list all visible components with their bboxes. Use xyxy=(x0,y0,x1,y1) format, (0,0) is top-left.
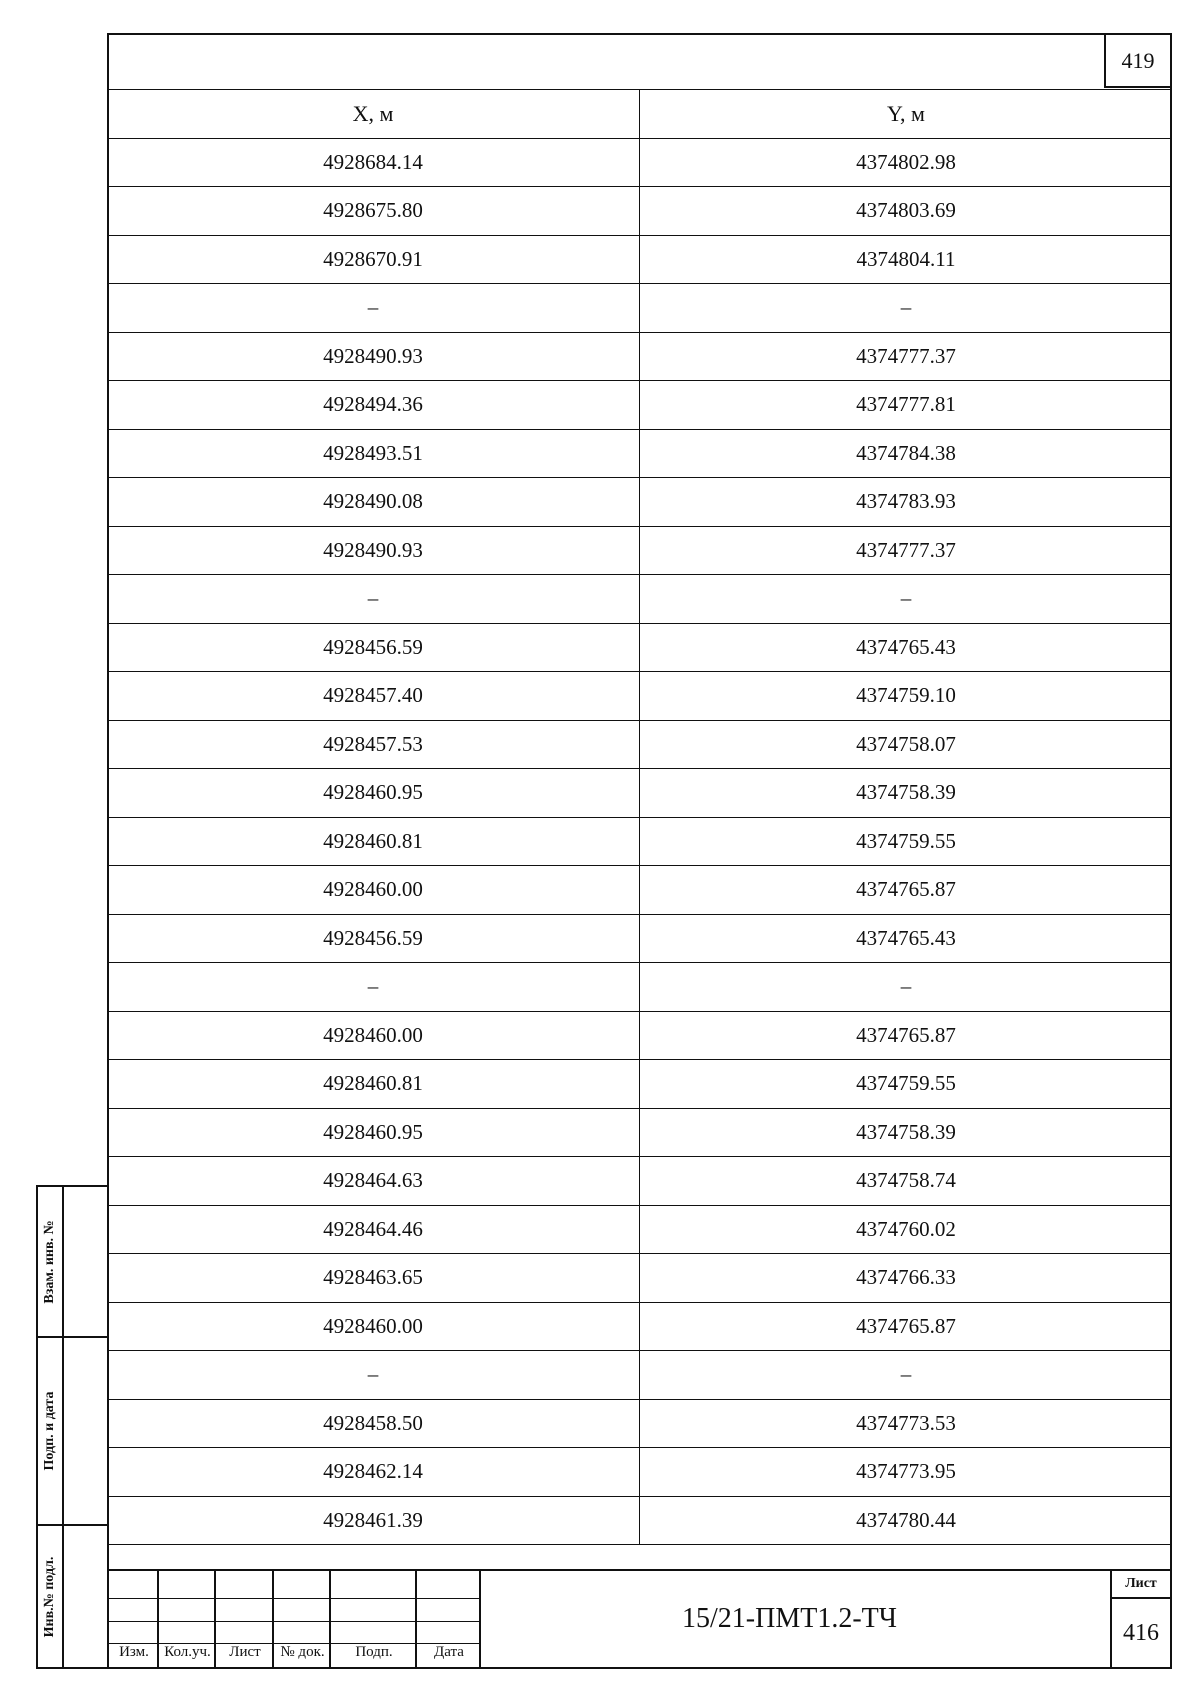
cell-y: 4374765.87 xyxy=(640,1302,1173,1351)
table-row xyxy=(107,381,1172,430)
sheet-label: Лист xyxy=(1112,1571,1170,1599)
revision-grid xyxy=(109,1571,481,1667)
cell-x: 4928463.65 xyxy=(107,1254,640,1303)
stamp-cell-inv xyxy=(38,1526,109,1667)
cell-y: 4374784.38 xyxy=(640,429,1173,478)
cell-x: 4928490.93 xyxy=(107,526,640,575)
col-header-doc-num: № док. xyxy=(280,1644,325,1660)
table-row xyxy=(107,1108,1172,1157)
cell-x: 4928493.51 xyxy=(107,429,640,478)
cell-x: 4928461.39 xyxy=(107,1496,640,1545)
cell-y: 4374765.43 xyxy=(640,914,1173,963)
sheet-box xyxy=(1110,1571,1170,1667)
col-list xyxy=(216,1571,274,1667)
table-row xyxy=(107,963,1172,1012)
table-row xyxy=(107,769,1172,818)
table-row xyxy=(107,1205,1172,1254)
cell-y: 4374804.11 xyxy=(640,235,1173,284)
col-podp xyxy=(331,1571,417,1667)
cell-y: 4374777.81 xyxy=(640,381,1173,430)
cell-x: 4928460.81 xyxy=(107,1060,640,1109)
cell-x: 4928457.40 xyxy=(107,672,640,721)
cell-x: – xyxy=(107,575,640,624)
cell-x: 4928460.00 xyxy=(107,866,640,915)
table-row xyxy=(107,575,1172,624)
stamp-cell-vzam xyxy=(38,1187,109,1338)
col-kol-uch xyxy=(159,1571,216,1667)
cell-y: 4374803.69 xyxy=(640,187,1173,236)
side-stamp xyxy=(36,1185,107,1669)
col-izm xyxy=(109,1571,159,1667)
cell-x: 4928490.93 xyxy=(107,332,640,381)
drawing-frame xyxy=(107,33,1172,1669)
cell-y: 4374765.87 xyxy=(640,1011,1173,1060)
cell-x: 4928458.50 xyxy=(107,1399,640,1448)
cell-y: 4374765.87 xyxy=(640,866,1173,915)
cell-y: 4374802.98 xyxy=(640,138,1173,187)
table-row xyxy=(107,914,1172,963)
table-row xyxy=(107,284,1172,333)
cell-x: 4928684.14 xyxy=(107,138,640,187)
table-row xyxy=(107,1254,1172,1303)
col-doc-num xyxy=(274,1571,331,1667)
col-header-kol-uch: Кол.уч. xyxy=(164,1644,211,1660)
cell-x: 4928462.14 xyxy=(107,1448,640,1497)
cell-y: 4374765.43 xyxy=(640,623,1173,672)
table-body xyxy=(107,138,1172,1545)
column-header-y: Y, м xyxy=(640,90,1173,139)
table-row xyxy=(107,138,1172,187)
table-row xyxy=(107,720,1172,769)
cell-x: 4928675.80 xyxy=(107,187,640,236)
table-row xyxy=(107,1448,1172,1497)
column-header-x: X, м xyxy=(107,90,640,139)
table-row xyxy=(107,332,1172,381)
coordinates-table xyxy=(107,89,1172,1545)
table-row xyxy=(107,1060,1172,1109)
cell-x: 4928464.46 xyxy=(107,1205,640,1254)
cell-x: 4928464.63 xyxy=(107,1157,640,1206)
document-code: 15/21-ПМТ1.2-ТЧ xyxy=(682,1603,897,1634)
cell-x: – xyxy=(107,963,640,1012)
table-row xyxy=(107,817,1172,866)
stamp-label-box xyxy=(38,1338,64,1524)
table-row xyxy=(107,478,1172,527)
cell-x: 4928494.36 xyxy=(107,381,640,430)
cell-x: 4928457.53 xyxy=(107,720,640,769)
cell-y: 4374758.74 xyxy=(640,1157,1173,1206)
stamp-label-podp: Подп. и дата xyxy=(42,1391,57,1471)
table-row xyxy=(107,1399,1172,1448)
cell-x: 4928490.08 xyxy=(107,478,640,527)
cell-y: 4374777.37 xyxy=(640,526,1173,575)
stamp-label-box xyxy=(38,1187,64,1336)
table-row xyxy=(107,1351,1172,1400)
col-header-data: Дата xyxy=(434,1644,464,1660)
table-header-row xyxy=(107,90,1172,139)
table-row xyxy=(107,429,1172,478)
col-header-izm: Изм. xyxy=(119,1644,149,1660)
table-row xyxy=(107,672,1172,721)
cell-y: – xyxy=(640,575,1173,624)
table-row xyxy=(107,1496,1172,1545)
cell-y: 4374773.53 xyxy=(640,1399,1173,1448)
title-block xyxy=(109,1569,1170,1667)
cell-y: 4374766.33 xyxy=(640,1254,1173,1303)
page-number: 419 xyxy=(1104,33,1172,88)
sheet-number: 416 xyxy=(1123,1619,1159,1646)
cell-x: 4928460.00 xyxy=(107,1011,640,1060)
cell-x: 4928670.91 xyxy=(107,235,640,284)
cell-y: – xyxy=(640,963,1173,1012)
cell-x: 4928456.59 xyxy=(107,623,640,672)
table-row xyxy=(107,526,1172,575)
col-header-podp: Подп. xyxy=(355,1644,393,1660)
table-row xyxy=(107,1011,1172,1060)
table-row xyxy=(107,235,1172,284)
cell-y: 4374759.55 xyxy=(640,817,1173,866)
cell-y: – xyxy=(640,1351,1173,1400)
table-row xyxy=(107,1302,1172,1351)
cell-y: 4374758.07 xyxy=(640,720,1173,769)
cell-y: 4374783.93 xyxy=(640,478,1173,527)
cell-y: 4374758.39 xyxy=(640,1108,1173,1157)
cell-x: 4928460.00 xyxy=(107,1302,640,1351)
cell-y: 4374760.02 xyxy=(640,1205,1173,1254)
cell-y: – xyxy=(640,284,1173,333)
col-header-list: Лист xyxy=(229,1644,261,1660)
table-row xyxy=(107,623,1172,672)
cell-x: – xyxy=(107,1351,640,1400)
stamp-label-vzam: Взам. инв. № xyxy=(42,1219,57,1304)
table-row xyxy=(107,866,1172,915)
cell-y: 4374759.10 xyxy=(640,672,1173,721)
cell-y: 4374758.39 xyxy=(640,769,1173,818)
cell-x: – xyxy=(107,284,640,333)
cell-x: 4928460.95 xyxy=(107,769,640,818)
cell-y: 4374759.55 xyxy=(640,1060,1173,1109)
cell-y: 4374773.95 xyxy=(640,1448,1173,1497)
cell-x: 4928460.95 xyxy=(107,1108,640,1157)
stamp-cell-podp xyxy=(38,1338,109,1526)
cell-x: 4928460.81 xyxy=(107,817,640,866)
stamp-label-box xyxy=(38,1526,64,1667)
table-row xyxy=(107,187,1172,236)
col-data xyxy=(417,1571,481,1667)
cell-x: 4928456.59 xyxy=(107,914,640,963)
cell-y: 4374780.44 xyxy=(640,1496,1173,1545)
table-row xyxy=(107,1157,1172,1206)
cell-y: 4374777.37 xyxy=(640,332,1173,381)
stamp-label-inv: Инв.№ подл. xyxy=(42,1556,57,1637)
